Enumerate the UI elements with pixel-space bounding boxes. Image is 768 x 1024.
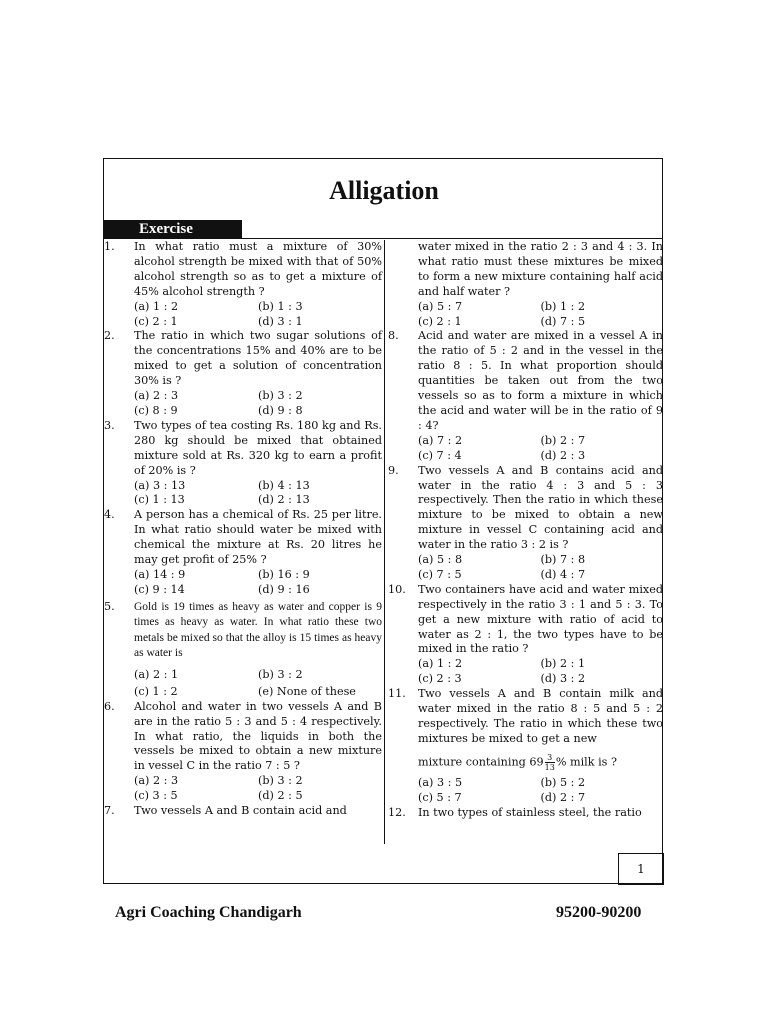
options: (a) 5 : 7 (b) 1 : 2 (c) 2 : 1 (d) 7 : 5 — [418, 299, 586, 328]
question-11: 11. Two vessels A and B contain milk and water mixed in the ratio 8 : 5 and 5 : 2 respectively. The ratio in which these two mixtures be mixed to get a new mixture containing 69 $\frac{3}{13}$ % milk is ? (a) 3 : 5 (b) 5 : 2 (c) 5 : 7 (d) 2 : 7 — [388, 687, 663, 804]
question-3: 3. Two types of tea costing Rs. 180 kg and Rs. 280 kg should be mixed that obtained mixture sold at Rs. 320 kg to earn a profit of 20% is ? (a) 3 : 13 (b) 4 : 13 (c) 1 : 13 (d) 2 : 13 — [104, 418, 382, 507]
options: (a) 3 : 5 (b) 5 : 2 (c) 5 : 7 (d) 2 : 7 — [418, 775, 586, 804]
question-text: Two vessels A and B contain acid and — [134, 804, 347, 818]
question-9: 9. Two vessels A and B contains acid and water in the ratio 4 : 3 and 5 : 3 respectively. Then the ratio in which these mixture to be mixed to obtain a new mixture in vessel C containing acid and water in the ratio 3 : 2 is ? (a) 5 : 8 (b) 7 : 8 (c) 7 : 5 (d) 4 : 7 — [388, 463, 663, 581]
question-text: Alcohol and water in two vessels A and B are in the ratio 5 : 3 and 5 : 4 respectively. In what ratio, the liquids in both the vessels be mixed to obtain a new mixture in vessel C in the ratio 7 : 5 ? — [134, 699, 382, 773]
question-text: Two types of tea costing Rs. 180 kg and Rs. 280 kg should be mixed that obtained mixture sold at Rs. 320 kg to earn a profit of 20% is ? — [134, 418, 382, 477]
question-text: A person has a chemical of Rs. 25 per litre. In what ratio should water be mixed with chemical the mixture at Rs. 20 litres he may get profit of 25% ? — [134, 508, 382, 567]
options: (a) 14 : 9 (b) 16 : 9 (c) 9 : 14 (d) 9 : 16 — [134, 567, 310, 596]
footer-left: Agri Coaching Chandigarh — [115, 904, 302, 921]
question-2: 2. The ratio in which two sugar solutions of the concentrations 15% and 40% are to be mixed to get a solution of concentration 30% is ? (a) 2 : 3 (b) 3 : 2 (c) 8 : 9 (d) 9 : 8 — [104, 329, 382, 417]
footer-right: 95200-90200 — [556, 904, 642, 921]
question-text: Acid and water are mixed in a vessel A in the ratio of 5 : 2 and in the vessel in the ratio 8 : 5. In what proportion should quantities be taken out from the two vessels so as to form a mixture in which the acid and water will be in the ratio of 9 : 4? — [418, 329, 663, 432]
right-column — [388, 240, 663, 821]
question-text: Two containers have acid and water mixed respectively in the ratio 3 : 1 and 5 : 3. To get a new mixture with ratio of acid to water as 2 : 1, the two types have to be mixed in the ratio ? — [418, 582, 663, 656]
page-number: 1 — [618, 853, 664, 885]
options: (a) 3 : 13 (b) 4 : 13 (c) 1 : 13 (d) 2 : 13 — [134, 478, 310, 507]
question-7-continued — [388, 240, 663, 329]
left-column — [104, 240, 382, 819]
fraction: $\frac{3}{13}$ — [544, 752, 555, 772]
question-5: 5. Gold is 19 times as heavy as water and copper is 9 times as heavy as water. In what ratio these two metals be mixed so that the alloy is 15 times as heavy as water is (a) 2 : 1 (b) 3 : 2 (c) 1 : 2 (e) None of these — [104, 599, 382, 698]
question-text: Two vessels A and B contain milk and water mixed in the ratio 8 : 5 and 5 : 2 respectively. The ratio in which these two mixtures be mixed to get a new — [418, 687, 663, 745]
column-divider — [384, 240, 385, 844]
question-10: 10. Two containers have acid and water mixed respectively in the ratio 3 : 1 and 5 : 3. To get a new mixture with ratio of acid to water as 2 : 1, the two types have to be mixed in the ratio ? (a) 1 : 2 (b) 2 : 1 (c) 2 : 3 (d) 3 : 2 — [388, 582, 663, 686]
question-4: 4. A person has a chemical of Rs. 25 per litre. In what ratio should water be mixed with chemical the mixture at Rs. 20 litres he may get profit of 25% ? (a) 14 : 9 (b) 16 : 9 (c) 9 : 14 (d) 9 : 16 — [104, 508, 382, 596]
question-text: Two vessels A and B contains acid and water in the ratio 4 : 3 and 5 : 3 respectively. Then the ratio in which these mixture to be mixed to obtain a new mixture in vessel C containing acid and water in the ratio 3 : 2 is ? — [418, 463, 663, 552]
options: (a) 5 : 8 (b) 7 : 8 (c) 7 : 5 (d) 4 : 7 — [418, 553, 586, 581]
section-header: Exercise — [104, 220, 242, 239]
divider — [104, 238, 662, 239]
question-text: In what ratio must a mixture of 30% alcohol strength be mixed with that of 50% alcohol strength so as to get a mixture of 45% alcohol strength ? — [134, 240, 382, 298]
question-12: 12. In two types of stainless steel, the ratio — [388, 806, 663, 821]
options: (a) 7 : 2 (b) 2 : 7 (c) 7 : 4 (d) 2 : 3 — [418, 433, 586, 462]
question-7: 7. Two vessels A and B contain acid and — [104, 804, 382, 819]
question-text: In two types of stainless steel, the ratio — [418, 805, 642, 819]
options: (a) 2 : 3 (b) 3 : 2 (c) 3 : 5 (d) 2 : 5 — [134, 774, 303, 803]
options: (a) 1 : 2 (b) 2 : 1 (c) 2 : 3 (d) 3 : 2 — [418, 657, 586, 686]
options: (a) 1 : 2 (b) 1 : 3 (c) 2 : 1 (d) 3 : 1 — [134, 299, 303, 328]
question-text: The ratio in which two sugar solutions of the concentrations 15% and 40% are to be mixed to get a solution of concentration 30% is ? — [134, 329, 382, 388]
question-text: Gold is 19 times as heavy as water and copper is 9 times as heavy as water. In what ratio these two metals be mixed so that the alloy is 15 times as heavy as water is — [134, 600, 382, 660]
question-8: 8. Acid and water are mixed in a vessel A in the ratio of 5 : 2 and in the vessel in the ratio 8 : 5. In what proportion should quantities be taken out from the two vessels so as to form a mixture in which the acid and water will be in the ratio of 9 : 4? (a) 7 : 2 (b) 2 : 7 (c) 7 : 4 (d) 2 : 3 — [388, 329, 663, 462]
question-text: water mixed in the ratio 2 : 3 and 4 : 3. In what ratio must these mixtures be mixed to form a new mixture containing half acid and half water ? — [418, 240, 663, 298]
options: (a) 2 : 1 (b) 3 : 2 (c) 1 : 2 (e) None of these — [134, 667, 356, 698]
question-1: 1. In what ratio must a mixture of 30% alcohol strength be mixed with that of 50% alcohol strength so as to get a mixture of 45% alcohol strength ? (a) 1 : 2 (b) 1 : 3 (c) 2 : 1 (d) 3 : 1 — [104, 240, 382, 328]
question-6: 6. Alcohol and water in two vessels A and B are in the ratio 5 : 3 and 5 : 4 respectively. In what ratio, the liquids in both the vessels be mixed to obtain a new mixture in vessel C in the ratio 7 : 5 ? (a) 2 : 3 (b) 3 : 2 (c) 3 : 5 (d) 2 : 5 — [104, 699, 382, 803]
page-title: Alligation — [329, 176, 439, 205]
options: (a) 2 : 3 (b) 3 : 2 (c) 8 : 9 (d) 9 : 8 — [134, 389, 303, 417]
